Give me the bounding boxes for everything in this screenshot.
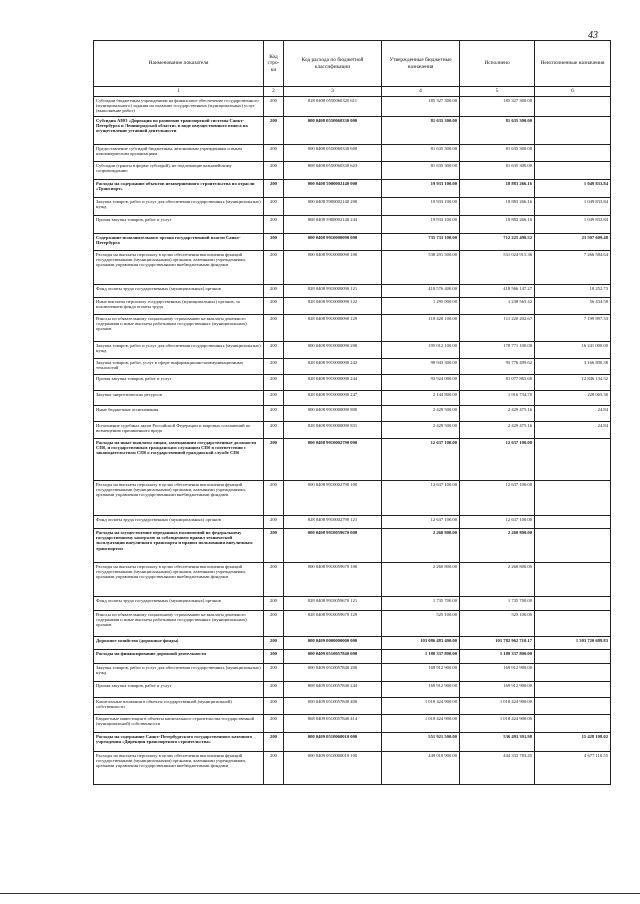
row-classification-code: 000 0408 9910000090 200 xyxy=(284,342,382,359)
row-unexecuted-amount: 24.84 xyxy=(535,422,611,439)
table-row xyxy=(94,315,611,342)
row-approved-amount: 81 635 300.00 xyxy=(382,117,460,145)
row-executed-amount: 1 238 565.42 xyxy=(460,298,535,315)
row-line-code: 200 xyxy=(264,664,284,682)
row-classification-code: 868 0408 5900002140 244 xyxy=(284,216,382,234)
row-line-code: 200 xyxy=(264,422,284,439)
row-executed-amount: 1 916 734.70 xyxy=(460,391,535,406)
row-name: Закупка товаров, работ, услуг в сфере информационно-коммуникационных технологий xyxy=(94,359,264,375)
row-line-code: 200 xyxy=(264,145,284,162)
table-row xyxy=(94,611,611,637)
header-name: Наименование показателя xyxy=(94,41,264,87)
row-line-code: 200 xyxy=(264,481,284,516)
row-approved-amount: 1 018 424 900.00 xyxy=(382,715,460,733)
row-classification-code: 000 0409 0510057840 400 xyxy=(284,698,382,715)
row-classification-code: 000 0408 9910059670 100 xyxy=(284,563,382,597)
row-approved-amount: 735 733 100.00 xyxy=(382,234,460,251)
row-name: Закупка товаров, работ и услуг для обеспечения государственных (муниципальных) нужд xyxy=(94,198,264,216)
row-executed-amount: 2 429 475.16 xyxy=(460,406,535,422)
table-body xyxy=(94,97,611,785)
row-classification-code: 000 0408 9910059670 000 xyxy=(284,529,382,563)
row-classification-code: 000 0409 0510060010 000 xyxy=(284,733,382,752)
row-executed-amount: 18 883 266.16 xyxy=(460,198,535,216)
row-classification-code: 000 0408 0550060330 000 xyxy=(284,117,382,145)
row-line-code: 200 xyxy=(264,216,284,234)
table-row xyxy=(94,682,611,698)
row-approved-amount: 2 429 500.00 xyxy=(382,406,460,422)
row-line-code: 200 xyxy=(264,391,284,406)
row-executed-amount: 536 493 391.98 xyxy=(460,733,535,752)
row-classification-code: 000 0409 0000000000 000 xyxy=(284,637,382,650)
row-name: Фонд оплаты труда государственных (муниципальных) органов xyxy=(94,285,264,298)
table-row xyxy=(94,481,611,516)
row-unexecuted-amount xyxy=(535,682,611,698)
row-line-code: 200 xyxy=(264,117,284,145)
row-unexecuted-amount xyxy=(535,597,611,611)
row-executed-amount: 18 883 266.16 xyxy=(460,216,535,234)
row-unexecuted-amount xyxy=(535,439,611,481)
row-name: Содержание исполнительного органа государственной власти Санкт-Петербурга xyxy=(94,234,264,251)
row-classification-code: 000 0408 9910000090 000 xyxy=(284,234,382,251)
row-classification-code: 000 0408 5900002140 000 xyxy=(284,180,382,198)
table-row xyxy=(94,422,611,439)
table-row xyxy=(94,698,611,715)
header-unexecuted: Неисполненные назначения xyxy=(535,41,611,87)
row-approved-amount: 169 912 900.00 xyxy=(382,682,460,698)
row-executed-amount: 418 566 147.27 xyxy=(460,285,535,298)
row-executed-amount: 12 637 100.00 xyxy=(460,516,535,529)
row-classification-code: 000 0409 0510057840 000 xyxy=(284,650,382,664)
row-classification-code: 000 0408 9910000090 100 xyxy=(284,251,382,285)
row-line-code: 200 xyxy=(264,637,284,650)
table-row xyxy=(94,117,611,145)
row-line-code: 200 xyxy=(264,180,284,198)
row-classification-code: 000 0408 0550060330 600 xyxy=(284,145,382,162)
row-unexecuted-amount xyxy=(535,664,611,682)
row-name: Субсидии (гранты в форме субсидий), не подлежащие казначейскому сопровождению xyxy=(94,162,264,180)
row-approved-amount: 1 735 700.00 xyxy=(382,597,460,611)
row-classification-code: 828 0408 9910000090 122 xyxy=(284,298,382,315)
row-unexecuted-amount xyxy=(535,145,611,162)
column-number: 1 xyxy=(94,87,264,97)
row-name: Расходы на финансирование дорожной деятельности xyxy=(94,650,264,664)
row-unexecuted-amount: 1 049 833.84 xyxy=(535,216,611,234)
page-number: 43 xyxy=(588,30,598,41)
row-classification-code: 828 0408 9910000090 121 xyxy=(284,285,382,298)
table-row xyxy=(94,752,611,785)
row-name: Субсидии бюджетным учреждениям на финансовое обеспечение государственного (муниципального) задания на оказание государственных (муниципальных) услуг (выполнение работ) xyxy=(94,97,264,117)
row-approved-amount: 12 637 100.00 xyxy=(382,481,460,516)
row-classification-code: 000 0408 9910000090 800 xyxy=(284,406,382,422)
row-approved-amount: 12 637 100.00 xyxy=(382,516,460,529)
row-unexecuted-amount: 3 166 800.38 xyxy=(535,359,611,375)
row-line-code: 200 xyxy=(264,516,284,529)
row-name: Иные выплаты персоналу государственных (муниципальных) органов, за исключением фонда оплаты труда xyxy=(94,298,264,315)
table-row xyxy=(94,597,611,611)
row-unexecuted-amount xyxy=(535,563,611,597)
row-name: Бюджетные инвестиции в объекты капитального строительства государственной (муниципальной) собственности xyxy=(94,715,264,733)
row-name: Закупка товаров, работ и услуг для обеспечения государственных (муниципальных) нужд xyxy=(94,664,264,682)
table-row xyxy=(94,198,611,216)
table-row xyxy=(94,97,611,117)
row-name: Взносы по обязательному социальному страхованию на выплаты денежного содержания и иные выплаты работникам государственных (муниципальных) органов xyxy=(94,315,264,342)
row-executed-amount: 712 225 490.52 xyxy=(460,234,535,251)
row-name: Расходы на осуществление переданных полномочий по федеральному государственному контролю за соблюдением правил технической эксплуатации внеуличного транспорта и правил пользования внеуличным транспортом xyxy=(94,529,264,563)
row-approved-amount: 185 327 300.00 xyxy=(382,97,460,117)
row-executed-amount: 18 883 266.16 xyxy=(460,180,535,198)
budget-execution-table xyxy=(93,40,611,785)
table-row xyxy=(94,406,611,422)
row-classification-code: 868 0408 0550060330 623 xyxy=(284,162,382,180)
row-unexecuted-amount xyxy=(535,611,611,637)
row-line-code: 200 xyxy=(264,715,284,733)
row-unexecuted-amount xyxy=(535,650,611,664)
row-name: Расходы на выплаты персоналу в целях обеспечения выполнения функций государственными (муниципальными) органами, казенными учреждениями, органами управления государственными внебюджетными фондами xyxy=(94,251,264,285)
row-line-code: 200 xyxy=(264,234,284,251)
column-number: 5 xyxy=(460,87,535,97)
row-line-code: 200 xyxy=(264,162,284,180)
row-classification-code: 828 0408 9910059670 129 xyxy=(284,611,382,637)
row-name: Иные бюджетные ассигнования xyxy=(94,406,264,422)
row-line-code: 200 xyxy=(264,198,284,216)
row-executed-amount: 185 327 300.00 xyxy=(460,97,535,117)
row-executed-amount: 444 333 783.45 xyxy=(460,752,535,785)
row-unexecuted-amount: 1 049 833.84 xyxy=(535,198,611,216)
row-approved-amount: 19 933 100.00 xyxy=(382,216,460,234)
row-approved-amount: 1 295 000.00 xyxy=(382,298,460,315)
row-line-code: 200 xyxy=(264,251,284,285)
row-approved-amount: 103 086 483 400.00 xyxy=(382,637,460,650)
column-number: 6 xyxy=(535,87,611,97)
row-unexecuted-amount: 56 434.58 xyxy=(535,298,611,315)
table-row xyxy=(94,439,611,481)
row-executed-amount: 2 429 475.16 xyxy=(460,422,535,439)
row-approved-amount: 2 144 800.00 xyxy=(382,391,460,406)
table-row xyxy=(94,650,611,664)
row-name: Закупка энергетических ресурсов xyxy=(94,391,264,406)
row-name: Субсидия АНО «Дирекция по развитию транспортной системы Санкт-Петербурга и Ленинградской области» в виде имущественного взноса на осуществление уставной деятельности xyxy=(94,117,264,145)
row-approved-amount: 98 943 300.00 xyxy=(382,359,460,375)
row-unexecuted-amount xyxy=(535,529,611,563)
row-line-code: 200 xyxy=(264,752,284,785)
row-name: Прочая закупка товаров, работ и услуг xyxy=(94,216,264,234)
row-unexecuted-amount: 24.84 xyxy=(535,406,611,422)
row-classification-code: 868 0409 0510057840 244 xyxy=(284,682,382,698)
row-classification-code: 000 0409 0510057840 200 xyxy=(284,664,382,682)
row-executed-amount: 95 776 499.62 xyxy=(460,359,535,375)
row-executed-amount: 1 018 424 900.00 xyxy=(460,715,535,733)
row-unexecuted-amount: 15 428 108.02 xyxy=(535,733,611,752)
row-line-code: 200 xyxy=(264,375,284,391)
row-executed-amount: 111 220 202.67 xyxy=(460,315,535,342)
row-name: Капитальные вложения в объекты государственной (муниципальной) собственности xyxy=(94,698,264,715)
row-approved-amount: 81 635 300.00 xyxy=(382,162,460,180)
column-number-row xyxy=(94,87,611,97)
row-approved-amount: 538 291 500.00 xyxy=(382,251,460,285)
row-executed-amount: 531 024 915.36 xyxy=(460,251,535,285)
table-row xyxy=(94,359,611,375)
row-name: Исполнение судебных актов Российской Федерации и мировых соглашений по возмещению причиненного вреда xyxy=(94,422,264,439)
row-executed-amount: 12 637 100.00 xyxy=(460,481,535,516)
table-row xyxy=(94,216,611,234)
column-number: 2 xyxy=(264,87,284,97)
row-approved-amount: 1 018 424 900.00 xyxy=(382,698,460,715)
row-approved-amount: 19 933 100.00 xyxy=(382,180,460,198)
row-name: Закупка товаров, работ и услуг для обеспечения государственных (муниципальных) нужд xyxy=(94,342,264,359)
row-classification-code: 828 0408 9910000090 129 xyxy=(284,315,382,342)
row-line-code: 200 xyxy=(264,439,284,481)
row-line-code: 200 xyxy=(264,285,284,298)
row-executed-amount: 81 635 300.00 xyxy=(460,162,535,180)
row-unexecuted-amount: 23 507 609.48 xyxy=(535,234,611,251)
row-name: Дорожное хозяйство (дорожные фонды) xyxy=(94,637,264,650)
row-unexecuted-amount: 16 241 000.00 xyxy=(535,342,611,359)
row-approved-amount: 118 420 100.00 xyxy=(382,315,460,342)
row-unexecuted-amount: 228 065.30 xyxy=(535,391,611,406)
table-row xyxy=(94,715,611,733)
row-unexecuted-amount xyxy=(535,481,611,516)
row-classification-code: 828 0408 9910000090 242 xyxy=(284,359,382,375)
row-executed-amount: 12 637 100.00 xyxy=(460,439,535,481)
row-approved-amount: 525 100.00 xyxy=(382,611,460,637)
row-approved-amount: 2 260 800.00 xyxy=(382,563,460,597)
row-approved-amount: 2 429 500.00 xyxy=(382,422,460,439)
table-row xyxy=(94,664,611,682)
row-executed-amount: 81 635 300.00 xyxy=(460,145,535,162)
header-code: Код стро-ки xyxy=(264,41,284,87)
row-unexecuted-amount xyxy=(535,698,611,715)
row-unexecuted-amount: 4 677 116.55 xyxy=(535,752,611,785)
row-approved-amount: 449 010 900.00 xyxy=(382,752,460,785)
row-classification-code: 000 0409 0510060010 100 xyxy=(284,752,382,785)
row-executed-amount: 101 782 962 710.17 xyxy=(460,637,535,650)
row-approved-amount: 2 260 800.00 xyxy=(382,529,460,563)
row-unexecuted-amount: 12 846 134.32 xyxy=(535,375,611,391)
table-row xyxy=(94,391,611,406)
row-classification-code: 828 0408 0550060320 611 xyxy=(284,97,382,117)
row-executed-amount: 1 735 700.00 xyxy=(460,597,535,611)
column-number: 3 xyxy=(284,87,382,97)
row-name: Фонд оплаты труда государственных (муниципальных) органов xyxy=(94,516,264,529)
row-line-code: 200 xyxy=(264,563,284,597)
row-executed-amount: 1 018 424 900.00 xyxy=(460,698,535,715)
table-row xyxy=(94,733,611,752)
row-executed-amount: 525 100.00 xyxy=(460,611,535,637)
header-executed: Исполнено xyxy=(460,41,535,87)
row-executed-amount: 1 188 337 800.00 xyxy=(460,650,535,664)
row-line-code: 200 xyxy=(264,359,284,375)
table-row xyxy=(94,516,611,529)
row-approved-amount: 93 924 000.00 xyxy=(382,375,460,391)
row-name: Расходы на содержание объектов незавершенного строительства по отрасли «Транспорт» xyxy=(94,180,264,198)
row-unexecuted-amount xyxy=(535,162,611,180)
row-unexecuted-amount xyxy=(535,97,611,117)
row-name: Прочая закупка товаров, работ и услуг xyxy=(94,375,264,391)
table-row xyxy=(94,375,611,391)
row-line-code: 200 xyxy=(264,529,284,563)
table-row xyxy=(94,298,611,315)
row-name: Фонд оплаты труда государственных (муниципальных) органов xyxy=(94,597,264,611)
row-name: Расходы на иные выплаты лицам, замещавшим государственные должности СПб, и государственным гражданским служащим СПб в соответствии с законодательством СПб о государственной гражданской службе СПб xyxy=(94,439,264,481)
row-approved-amount: 169 912 900.00 xyxy=(382,664,460,682)
row-line-code: 200 xyxy=(264,650,284,664)
table-row xyxy=(94,145,611,162)
row-line-code: 200 xyxy=(264,406,284,422)
table-row xyxy=(94,342,611,359)
row-approved-amount: 12 637 100.00 xyxy=(382,439,460,481)
row-executed-amount: 169 912 900.00 xyxy=(460,664,535,682)
row-executed-amount: 2 260 800.00 xyxy=(460,529,535,563)
table-row xyxy=(94,251,611,285)
row-executed-amount: 169 912 900.00 xyxy=(460,682,535,698)
row-approved-amount: 81 635 300.00 xyxy=(382,145,460,162)
row-line-code: 200 xyxy=(264,298,284,315)
row-line-code: 200 xyxy=(264,733,284,752)
row-unexecuted-amount xyxy=(535,117,611,145)
table-row xyxy=(94,162,611,180)
table-header-row xyxy=(94,41,611,87)
row-unexecuted-amount: 1 303 720 689.83 xyxy=(535,637,611,650)
page-bottom-rule xyxy=(0,893,640,894)
table-row xyxy=(94,529,611,563)
row-classification-code: 000 0408 9910002790 000 xyxy=(284,439,382,481)
table-row xyxy=(94,637,611,650)
row-name: Расходы на выплаты персоналу в целях обеспечения выполнения функций государственными (муниципальными) органами, казенными учреждениями, органами управления государственными внебюджетными фондами xyxy=(94,563,264,597)
row-approved-amount: 19 933 100.00 xyxy=(382,198,460,216)
row-line-code: 200 xyxy=(264,698,284,715)
row-classification-code: 868 0409 0510057840 414 xyxy=(284,715,382,733)
row-classification-code: 828 0408 9910000090 247 xyxy=(284,391,382,406)
row-line-code: 200 xyxy=(264,97,284,117)
row-approved-amount: 551 921 500.00 xyxy=(382,733,460,752)
row-unexecuted-amount xyxy=(535,715,611,733)
row-executed-amount: 81 077 865.68 xyxy=(460,375,535,391)
table-row xyxy=(94,563,611,597)
table-row xyxy=(94,285,611,298)
row-executed-amount: 178 771 100.00 xyxy=(460,342,535,359)
row-classification-code: 000 0408 5900002140 200 xyxy=(284,198,382,216)
row-classification-code: 828 0408 9910000090 831 xyxy=(284,422,382,439)
row-approved-amount: 195 012 100.00 xyxy=(382,342,460,359)
row-name: Расходы на выплаты персоналу в целях обеспечения выполнения функций государственными (муниципальными) органами, казенными учреждениями, органами управления государственными внебюджетными фондами xyxy=(94,481,264,516)
row-classification-code: 828 0408 9910002790 121 xyxy=(284,516,382,529)
row-unexecuted-amount: 10 252.73 xyxy=(535,285,611,298)
row-name: Прочая закупка товаров, работ и услуг xyxy=(94,682,264,698)
row-unexecuted-amount: 7 266 584.64 xyxy=(535,251,611,285)
header-classification: Код расхода по бюджетной классификации xyxy=(284,41,382,87)
row-classification-code: 828 0408 9910000090 244 xyxy=(284,375,382,391)
row-name: Взносы по обязательному социальному страхованию на выплаты денежного содержания и иные выплаты работникам государственных (муниципальных) органов xyxy=(94,611,264,637)
row-line-code: 200 xyxy=(264,315,284,342)
row-line-code: 200 xyxy=(264,342,284,359)
row-executed-amount: 81 635 300.00 xyxy=(460,117,535,145)
row-name: Расходы на выплаты персоналу в целях обеспечения выполнения функций государственными (муниципальными) органами, казенными учреждениями, органами управления государственными внебюджетными фондами xyxy=(94,752,264,785)
column-number: 4 xyxy=(382,87,460,97)
row-name: Расходы на содержание Санкт-Петербургского государственного казенного учреждения «Дирекция транспортного строительства» xyxy=(94,733,264,752)
row-classification-code: 000 0408 9910002790 100 xyxy=(284,481,382,516)
row-name: Предоставление субсидий бюджетным, автономным учреждениям и иным некоммерческим организациям xyxy=(94,145,264,162)
row-executed-amount: 2 260 800.00 xyxy=(460,563,535,597)
row-line-code: 200 xyxy=(264,682,284,698)
table-row xyxy=(94,180,611,198)
row-approved-amount: 1 188 337 800.00 xyxy=(382,650,460,664)
row-line-code: 200 xyxy=(264,597,284,611)
row-line-code: 200 xyxy=(264,611,284,637)
row-unexecuted-amount: 7 199 897.33 xyxy=(535,315,611,342)
table-row xyxy=(94,234,611,251)
row-classification-code: 828 0408 9910059670 121 xyxy=(284,597,382,611)
row-approved-amount: 418 576 400.00 xyxy=(382,285,460,298)
row-unexecuted-amount: 1 049 833.84 xyxy=(535,180,611,198)
header-approved: Утвержденные бюджетные назначения xyxy=(382,41,460,87)
row-unexecuted-amount xyxy=(535,516,611,529)
